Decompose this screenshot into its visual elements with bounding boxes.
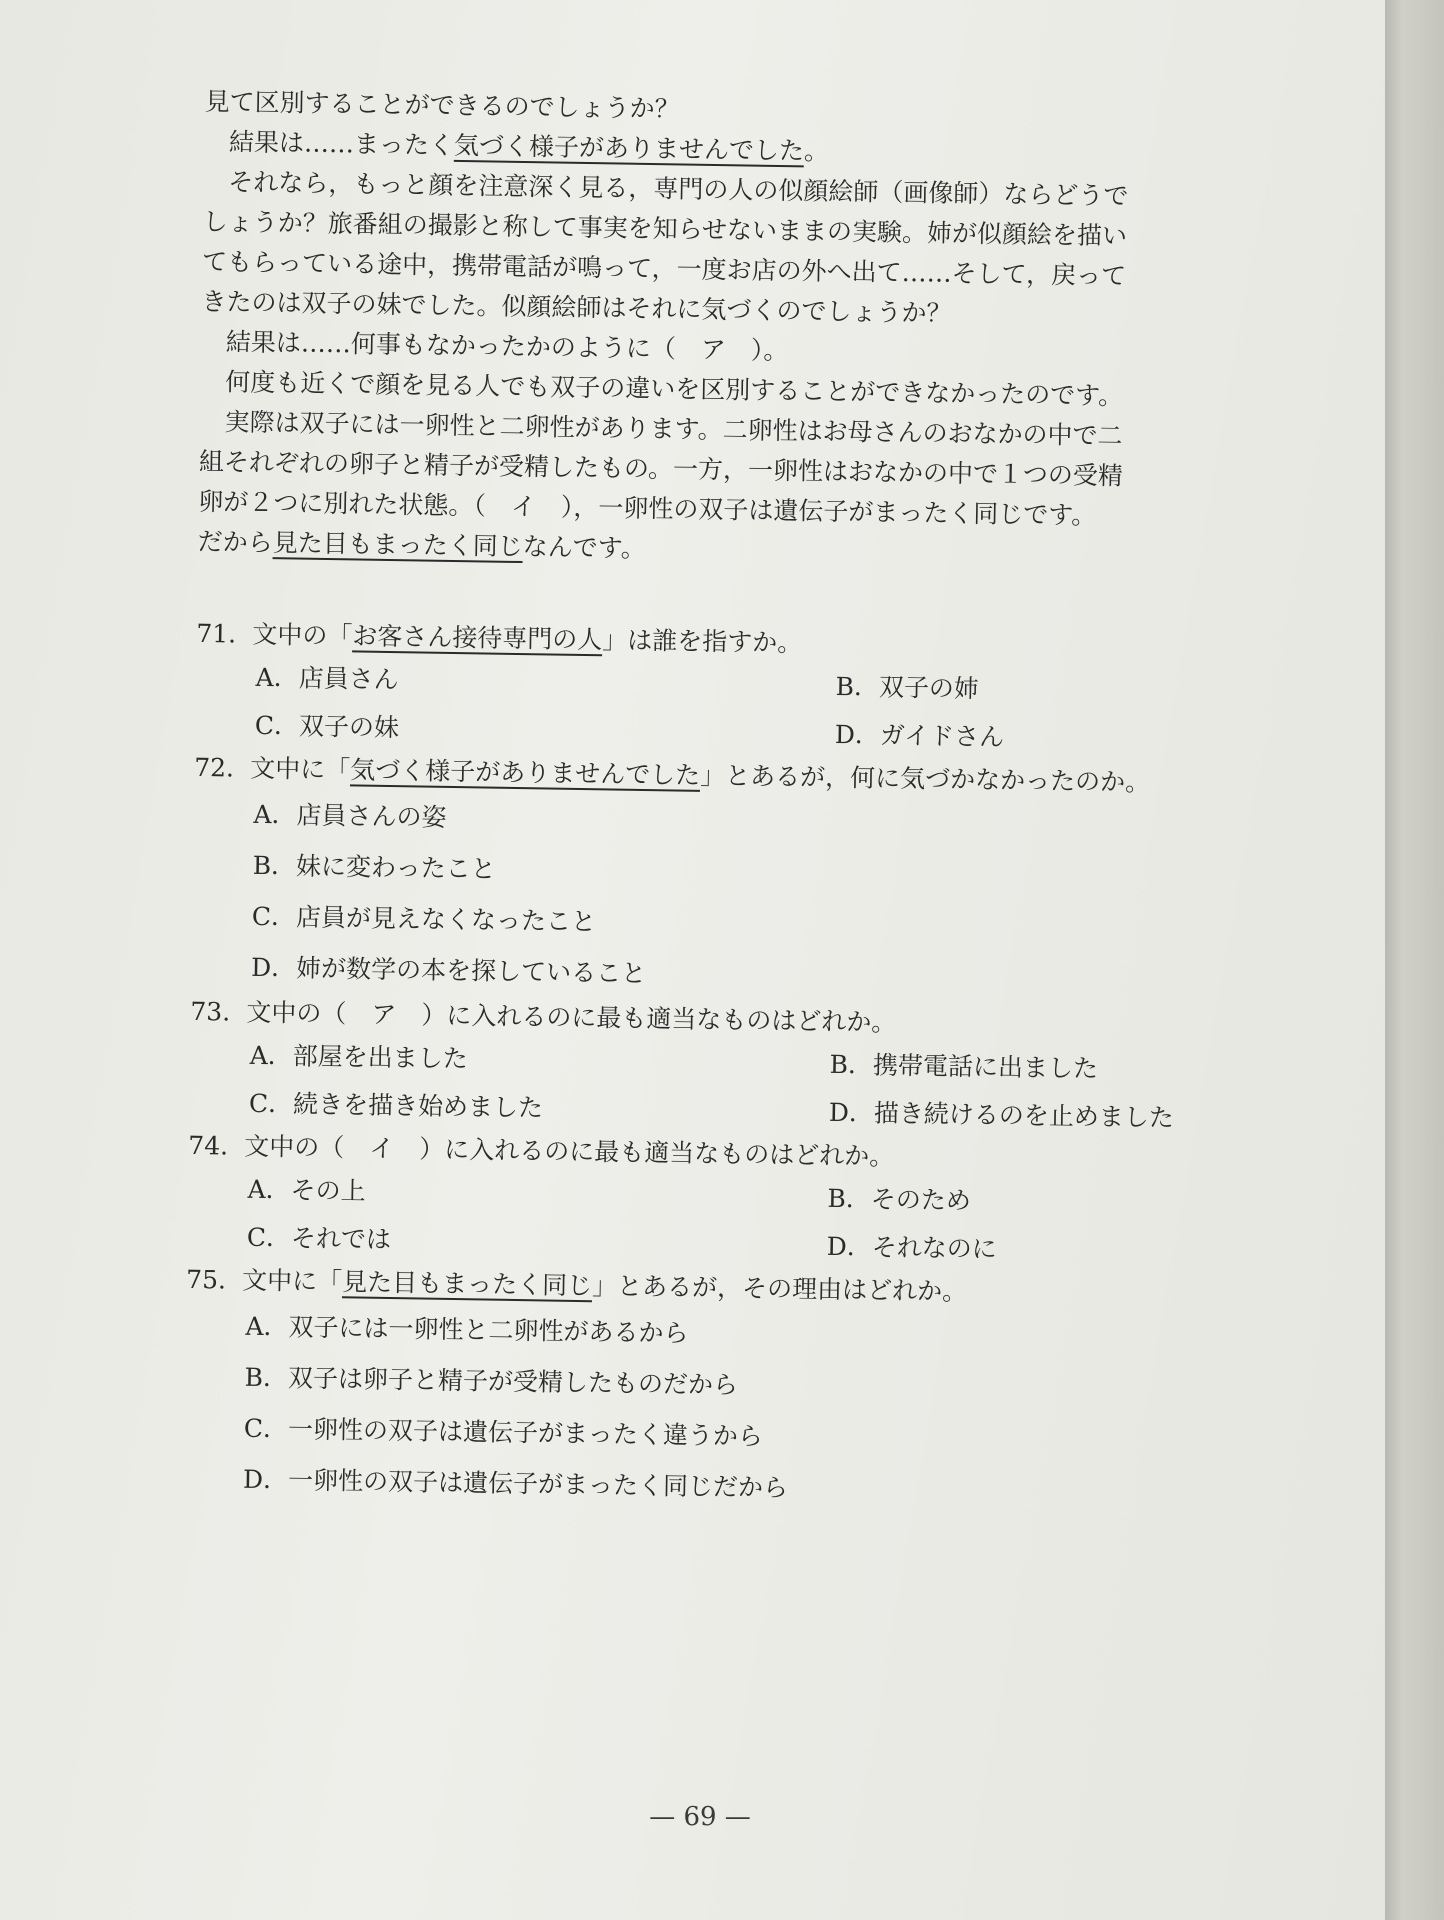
answer-option: A．その上: [247, 1174, 366, 1206]
answer-options: [251, 789, 1234, 1008]
question-number: 72.: [194, 752, 235, 783]
question-72: [191, 748, 1235, 1008]
answer-option: B．双子は卵子と精子が受精したものだから: [244, 1362, 739, 1400]
passage-line: 実際は双子には一卵性と二卵性があります。二卵性はお母さんのおなかの中で二: [224, 407, 1123, 451]
answer-options: [243, 1301, 1226, 1520]
question-text: 文中の「お客さん接待専門の人」は誰を指すか。: [252, 619, 803, 658]
exam-content: [183, 82, 1245, 1520]
question-75: [183, 1260, 1227, 1520]
question-number: 73.: [190, 996, 231, 1027]
answer-option: A．部屋を出ました: [249, 1040, 468, 1074]
underlined-phrase: 見た目もまったく同じ: [272, 528, 524, 562]
question-list: [183, 614, 1237, 1520]
answer-option: B．双子の姉: [835, 671, 980, 704]
question-74: [186, 1126, 1228, 1276]
passage-line: 組それぞれの卵子と精子が受精したもの。一方，一卵性はおなかの中で１つの受精: [198, 446, 1124, 491]
answer-options: [255, 655, 1236, 764]
answer-option: C．一卵性の双子は遺伝子がまったく違うから: [243, 1413, 764, 1451]
answer-options: [249, 1033, 1230, 1142]
answer-option: B．そのため: [827, 1183, 972, 1216]
answer-option: A．店員さんの姿: [253, 799, 447, 832]
question-number: 71.: [196, 618, 237, 649]
passage-line: きたのは双子の妹でした。似顔絵師はそれに気づくのでしょうか？: [201, 286, 952, 328]
answer-option: D．姉が数学の本を探していること: [250, 952, 647, 989]
question-73: [189, 992, 1231, 1142]
passage-line: 卵が２つに別れた状態。（ イ ），一卵性の双子は遺伝子がまったく同じです。: [198, 486, 1097, 531]
underlined-phrase: お客さん接待専門の人: [352, 621, 603, 655]
underlined-phrase: 気づく様子がありませんでした: [350, 755, 701, 790]
question-text: 文中の（ イ ）に入れるのに最も適当なものはどれか。: [244, 1131, 895, 1171]
answer-option: C．店員が見えなくなったこと: [251, 901, 597, 937]
answer-option: C．双子の妹: [254, 710, 400, 743]
passage-line: てもらっている途中，携帯電話が鳴って，一度お店の外へ出て……そして，戻って: [201, 246, 1127, 291]
question-text: 文中に「見た目もまったく同じ」とあるが，その理由はどれか。: [241, 1265, 968, 1307]
page-stack-edge: [1385, 0, 1444, 1920]
answer-option: B．携帯電話に出ました: [829, 1049, 1099, 1084]
answer-option: C．続きを描き始めました: [248, 1088, 544, 1123]
passage-line: それなら，もっと顔を注意深く見る，専門の人の似顔絵師（画像師）ならどうで: [228, 167, 1129, 211]
question-71: [195, 614, 1237, 764]
passage-line: 何度も近くで顔を見る人でも双子の違いを区別することができなかったのです。: [225, 367, 1124, 411]
passage-line: しょうか？旅番組の撮影と称して事実を知らせないままの実験。姉が似顔絵を描い: [202, 206, 1128, 251]
answer-option: D．それなのに: [826, 1231, 998, 1264]
answer-option: D．一卵性の双子は遺伝子がまったく同じだから: [242, 1464, 789, 1503]
question-text: 文中の（ ア ）に入れるのに最も適当なものはどれか。: [246, 997, 897, 1037]
answer-options: [246, 1167, 1227, 1276]
answer-option: A．店員さん: [255, 662, 399, 695]
question-text: 文中に「気づく様子がありませんでした」とあるが，何に気づかなかったのか。: [249, 753, 1151, 797]
question-number: 75.: [185, 1264, 227, 1295]
answer-option: D．ガイドさん: [834, 719, 1005, 752]
passage-line: だから見た目もまったく同じなんです。: [197, 526, 647, 563]
reading-passage: [197, 82, 1244, 578]
answer-option: A．双子には一卵性と二卵性があるから: [245, 1311, 689, 1348]
underlined-phrase: 見た目もまったく同じ: [341, 1267, 593, 1301]
passage-line: 見て区別することができるのでしょうか？: [204, 86, 680, 124]
answer-option: D．描き続けるのを止めました: [828, 1097, 1175, 1133]
page-number: — 69 —: [649, 1802, 751, 1832]
passage-line: 結果は……何事もなかったかのように（ ア ）。: [225, 327, 789, 366]
question-number: 74.: [188, 1130, 229, 1161]
underlined-phrase: 気づく様子がありませんでした: [453, 130, 805, 166]
answer-option: C．それでは: [246, 1222, 392, 1255]
passage-line: 結果は……まったく気づく様子がありませんでした。: [228, 127, 830, 166]
answer-option: B．妹に変わったこと: [252, 850, 497, 884]
